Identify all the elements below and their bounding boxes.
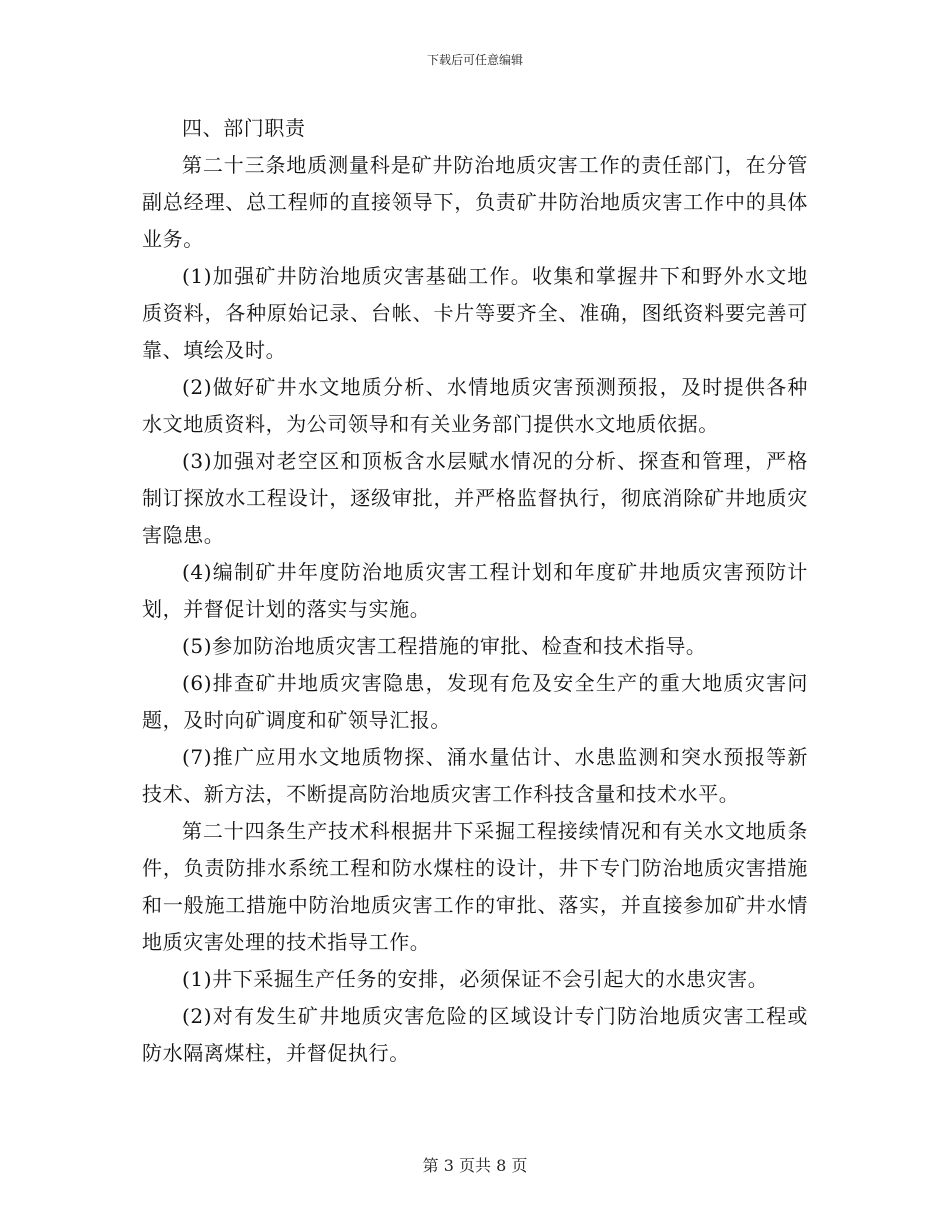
article-23-item-1: (1)加强矿井防治地质灾害基础工作。收集和掌握井下和野外水文地质资料，各种原始记录、台帐、卡片等要齐全、准确，图纸资料要完善可靠、填绘及时。 — [142, 264, 808, 362]
article-24: 第二十四条生产技术科根据井下采掘工程接续情况和有关水文地质条件，负责防排水系统工程和防水煤柱的设计，井下专门防治地质灾害措施和一般施工措施中防治地质灾害工作的审批、落实，并直接参加矿井水情地质灾害处理的技术指导工作。 — [142, 819, 808, 954]
page-footer — [0, 1156, 950, 1176]
article-23-item-2: (2)做好矿井水文地质分析、水情地质灾害预测预报，及时提供各种水文地质资料，为公司领导和有关业务部门提供水文地质依据。 — [142, 375, 808, 436]
page-number: 第 3 页共 8 页 — [422, 1156, 528, 1175]
article-24-item-2: (2)对有发生矿井地质灾害危险的区域设计专门防治地质灾害工程或防水隔离煤柱，并督促执行。 — [142, 1004, 808, 1065]
document-body — [142, 110, 808, 1072]
article-23-item-7: (7)推广应用水文地质物探、涌水量估计、水患监测和突水预报等新技术、新方法，不断提高防治地质灾害工作科技含量和技术水平。 — [142, 745, 808, 806]
article-24-item-1: (1)井下采掘生产任务的安排，必须保证不会引起大的水患灾害。 — [182, 967, 769, 991]
article-23-item-5: (5)参加防治地质灾害工程措施的审批、检查和技术指导。 — [182, 634, 707, 658]
page-header — [0, 52, 950, 68]
article-23-item-4: (4)编制矿井年度防治地质灾害工程计划和年度矿井地质灾害预防计划，并督促计划的落实与实施。 — [142, 560, 808, 621]
header-note: 下载后可任意编辑 — [426, 53, 523, 67]
article-23-item-6: (6)排查矿井地质灾害隐患，发现有危及安全生产的重大地质灾害问题，及时向矿调度和矿领导汇报。 — [142, 671, 808, 732]
section-heading: 四、部门职责 — [182, 116, 306, 140]
article-23: 第二十三条地质测量科是矿井防治地质灾害工作的责任部门，在分管副总经理、总工程师的直接领导下，负责矿井防治地质灾害工作中的具体业务。 — [142, 153, 808, 251]
article-23-item-3: (3)加强对老空区和顶板含水层赋水情况的分析、探查和管理，严格制订探放水工程设计，逐级审批，并严格监督执行，彻底消除矿井地质灾害隐患。 — [142, 449, 808, 547]
